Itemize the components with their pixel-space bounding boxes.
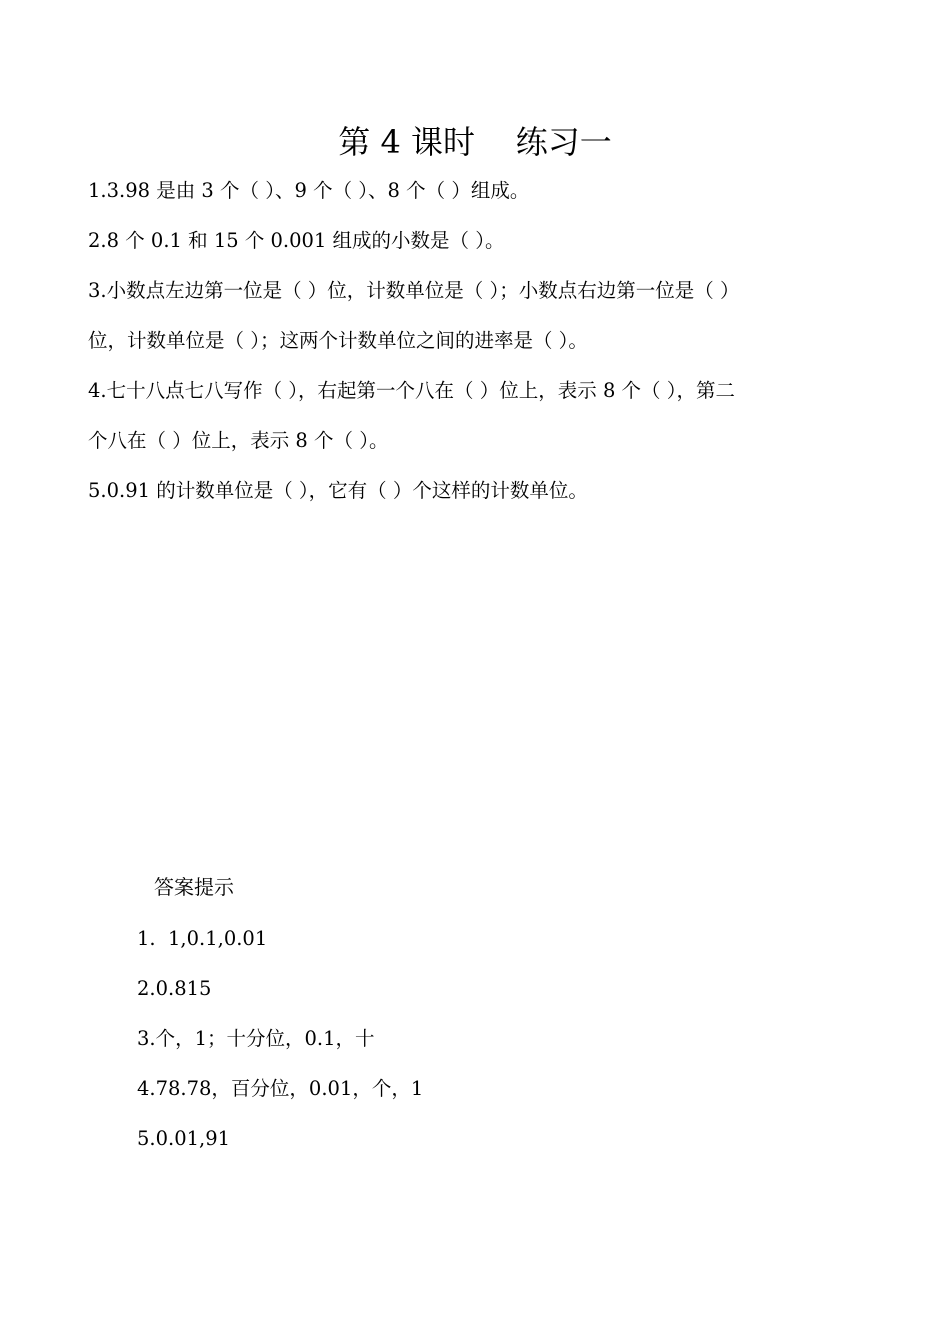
- question-4-line-1: 4.七十八点七八写作（ ），右起第一个八在（ ）位上，表示 8 个（ ），第二: [88, 379, 736, 402]
- question-1: 1.3.98 是由 3 个（ ）、9 个（ ）、8 个（ ）组成。: [88, 179, 530, 202]
- answer-3: 3.个，1；十分位，0.1，十: [137, 1027, 375, 1050]
- answer-2: 2.0.815: [137, 977, 212, 1000]
- question-2: 2.8 个 0.1 和 15 个 0.001 组成的小数是（ ）。: [88, 229, 505, 252]
- answers-heading: 答案提示: [154, 875, 234, 899]
- page-title: 第 4 课时 练习一: [338, 123, 612, 161]
- question-4-line-2: 个八在（ ）位上，表示 8 个（ ）。: [88, 429, 389, 452]
- answer-1: 1. 1,0.1,0.01: [137, 927, 268, 950]
- question-5: 5.0.91 的计数单位是（ ），它有（ ）个这样的计数单位。: [88, 479, 588, 502]
- question-3-line-1: 3.小数点左边第一位是（ ）位，计数单位是（ ）；小数点右边第一位是（ ）: [88, 279, 740, 302]
- question-3-line-2: 位，计数单位是（ ）；这两个计数单位之间的进率是（ ）。: [88, 329, 588, 352]
- answer-4: 4.78.78，百分位，0.01，个，1: [137, 1077, 424, 1100]
- answer-5: 5.0.01,91: [137, 1127, 231, 1150]
